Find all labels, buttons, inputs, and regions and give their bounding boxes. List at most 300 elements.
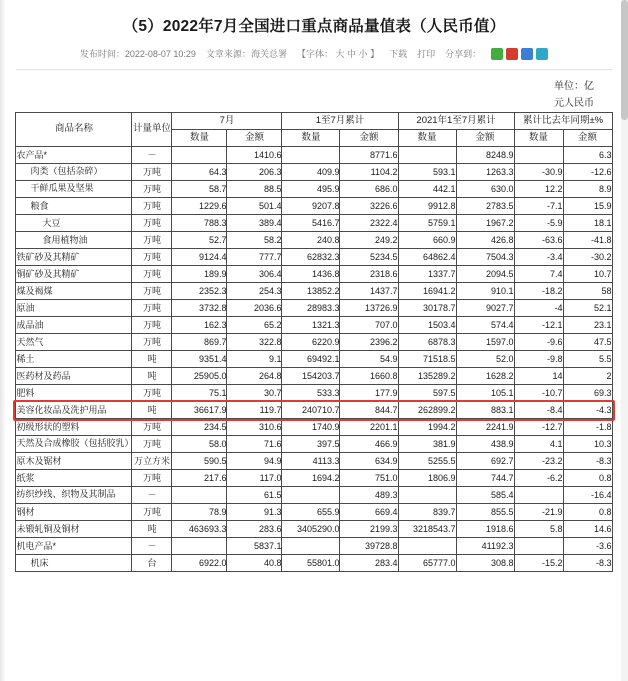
cell-commodity-name: 肉类（包括杂碎） bbox=[16, 164, 132, 181]
table-body bbox=[16, 147, 612, 572]
print-link[interactable]: 打印 bbox=[417, 49, 436, 59]
publish-time: 发布时间：2022-08-07 10:29 bbox=[79, 49, 196, 59]
cell-value: 4113.3 bbox=[282, 453, 340, 470]
cell-value: 501.4 bbox=[227, 198, 282, 215]
cell-value: 9207.8 bbox=[282, 198, 340, 215]
cell-unit: 万吨 bbox=[132, 436, 172, 453]
cell-value: 1337.7 bbox=[398, 266, 456, 283]
table-row bbox=[16, 232, 612, 249]
cell-value: 426.8 bbox=[456, 232, 514, 249]
source: 文章来源：海关总署 bbox=[205, 49, 287, 59]
page-title: （5）2022年7月全国进口重点商品量值表（人民币值） bbox=[122, 18, 506, 35]
cell-value: 91.3 bbox=[227, 504, 282, 521]
cell-value: 2241.9 bbox=[456, 419, 514, 436]
qq-icon[interactable] bbox=[521, 48, 533, 60]
cell-value: 2201.1 bbox=[340, 419, 398, 436]
cell-value: 692.7 bbox=[456, 453, 514, 470]
cell-value: 69492.1 bbox=[282, 351, 340, 368]
cell-value: 2396.2 bbox=[340, 334, 398, 351]
cell-value: -10.7 bbox=[514, 385, 563, 402]
cell-value: 1104.2 bbox=[340, 164, 398, 181]
table-row bbox=[16, 164, 612, 181]
th-qty-3: 数量 bbox=[398, 130, 456, 147]
cell-value: 206.3 bbox=[227, 164, 282, 181]
cell-unit: 吨 bbox=[132, 521, 172, 538]
th-unit: 计量单位 bbox=[132, 113, 172, 147]
cell-value: 2322.4 bbox=[340, 215, 398, 232]
cell-value: 262899.2 bbox=[398, 402, 456, 419]
cell-value: 2094.5 bbox=[456, 266, 514, 283]
cell-value: 9351.4 bbox=[172, 351, 227, 368]
font-small-button[interactable]: 小 bbox=[358, 49, 368, 59]
cell-commodity-name: 初级形状的塑料 bbox=[16, 419, 132, 436]
table-row bbox=[16, 334, 612, 351]
cell-commodity-name: 纸浆 bbox=[16, 470, 132, 487]
cell-value: 75.1 bbox=[172, 385, 227, 402]
cell-value: 389.4 bbox=[227, 215, 282, 232]
cell-value: 6878.3 bbox=[398, 334, 456, 351]
cell-commodity-name: 农产品* bbox=[16, 147, 132, 164]
cell-value: -1.8 bbox=[563, 419, 612, 436]
cell-value: 3732.8 bbox=[172, 300, 227, 317]
table-row bbox=[16, 147, 612, 164]
th-group-yoy: 累计比去年同期±% bbox=[514, 113, 612, 130]
cell-value: 40.8 bbox=[227, 555, 282, 572]
cell-value: -18.2 bbox=[514, 283, 563, 300]
font-medium-button[interactable]: 中 bbox=[347, 49, 357, 59]
cell-value: 839.7 bbox=[398, 504, 456, 521]
cell-value: 154203.7 bbox=[282, 368, 340, 385]
cell-commodity-name: 粮食 bbox=[16, 198, 132, 215]
cell-unit: － bbox=[132, 487, 172, 504]
cell-value: 61.5 bbox=[227, 487, 282, 504]
cell-value: 630.0 bbox=[456, 181, 514, 198]
cell-value: 54.9 bbox=[340, 351, 398, 368]
cell-value: 105.1 bbox=[456, 385, 514, 402]
cell-value: -3.4 bbox=[514, 249, 563, 266]
cell-value: 13852.2 bbox=[282, 283, 340, 300]
cell-value bbox=[398, 147, 456, 164]
cell-value: 869.7 bbox=[172, 334, 227, 351]
cell-unit: 万吨 bbox=[132, 334, 172, 351]
cell-value bbox=[172, 147, 227, 164]
th-amt-4: 金额 bbox=[563, 130, 612, 147]
cell-unit: 万吨 bbox=[132, 249, 172, 266]
cell-unit: 万吨 bbox=[132, 232, 172, 249]
cell-unit: 万吨 bbox=[132, 470, 172, 487]
import-commodity-table bbox=[15, 112, 612, 572]
table-row bbox=[16, 215, 612, 232]
cell-value: -8.4 bbox=[514, 402, 563, 419]
cell-value: 28983.3 bbox=[282, 300, 340, 317]
cell-value: -6.2 bbox=[514, 470, 563, 487]
cell-value: 6.3 bbox=[563, 147, 612, 164]
table-row bbox=[16, 555, 612, 572]
cell-value: -23.2 bbox=[514, 453, 563, 470]
cell-value bbox=[398, 538, 456, 555]
cell-value: -15.2 bbox=[514, 555, 563, 572]
table-row bbox=[16, 368, 612, 385]
cell-value: 1660.8 bbox=[340, 368, 398, 385]
table-row bbox=[16, 538, 612, 555]
cell-value: 1410.6 bbox=[227, 147, 282, 164]
cell-value: 249.2 bbox=[340, 232, 398, 249]
cell-value: -4.3 bbox=[563, 402, 612, 419]
table-row bbox=[16, 266, 612, 283]
share-icon-group bbox=[491, 48, 548, 60]
cell-value bbox=[172, 487, 227, 504]
cell-commodity-name: 天然气 bbox=[16, 334, 132, 351]
cell-value: 65777.0 bbox=[398, 555, 456, 572]
table-row bbox=[16, 198, 612, 215]
cell-value: 855.5 bbox=[456, 504, 514, 521]
cell-unit: 万立方米 bbox=[132, 453, 172, 470]
cell-value: 39728.8 bbox=[340, 538, 398, 555]
cell-value: 489.3 bbox=[340, 487, 398, 504]
cell-value: -30.9 bbox=[514, 164, 563, 181]
wechat-icon[interactable] bbox=[491, 48, 503, 60]
cell-value: 283.4 bbox=[340, 555, 398, 572]
cell-value: 58.2 bbox=[227, 232, 282, 249]
download-link[interactable]: 下载 bbox=[389, 49, 408, 59]
cell-value: 9027.7 bbox=[456, 300, 514, 317]
table-row bbox=[16, 300, 612, 317]
cell-value: 264.8 bbox=[227, 368, 282, 385]
table-row bbox=[16, 470, 612, 487]
cell-unit: 吨 bbox=[132, 351, 172, 368]
cell-commodity-name: 大豆 bbox=[16, 215, 132, 232]
cell-value: 495.9 bbox=[282, 181, 340, 198]
cell-value: 574.4 bbox=[456, 317, 514, 334]
cell-commodity-name: 铁矿砂及其精矿 bbox=[16, 249, 132, 266]
unit-label-2: 元人民币 bbox=[554, 98, 594, 109]
cell-value bbox=[398, 487, 456, 504]
cell-value: 71.6 bbox=[227, 436, 282, 453]
cell-value: 669.4 bbox=[340, 504, 398, 521]
cell-commodity-name: 天然及合成橡胶（包括胶乳） bbox=[16, 436, 132, 453]
cell-value: -7.1 bbox=[514, 198, 563, 215]
cell-value: 5759.1 bbox=[398, 215, 456, 232]
cell-commodity-name: 稀土 bbox=[16, 351, 132, 368]
table-row bbox=[16, 402, 612, 419]
table-row bbox=[16, 436, 612, 453]
cell-value: -4 bbox=[514, 300, 563, 317]
cell-value: 409.9 bbox=[282, 164, 340, 181]
th-amt-3: 金额 bbox=[456, 130, 514, 147]
cell-value: 2 bbox=[563, 368, 612, 385]
cell-value: 52.1 bbox=[563, 300, 612, 317]
cell-value: 8.9 bbox=[563, 181, 612, 198]
cell-value: 189.9 bbox=[172, 266, 227, 283]
cell-value: 744.7 bbox=[456, 470, 514, 487]
cell-value: 844.7 bbox=[340, 402, 398, 419]
cell-value: 777.7 bbox=[227, 249, 282, 266]
cell-value: 5.5 bbox=[563, 351, 612, 368]
cell-value: 13726.9 bbox=[340, 300, 398, 317]
cell-value: -8.3 bbox=[563, 453, 612, 470]
cell-unit: 万吨 bbox=[132, 317, 172, 334]
cell-value: 910.1 bbox=[456, 283, 514, 300]
cell-value: 310.6 bbox=[227, 419, 282, 436]
cell-value: 30178.7 bbox=[398, 300, 456, 317]
cell-value: 397.5 bbox=[282, 436, 340, 453]
cell-commodity-name: 食用植物油 bbox=[16, 232, 132, 249]
cell-unit: 万吨 bbox=[132, 419, 172, 436]
cell-value: 466.9 bbox=[340, 436, 398, 453]
cell-value: 240710.7 bbox=[282, 402, 340, 419]
table-row bbox=[16, 385, 612, 402]
cell-value: 634.9 bbox=[340, 453, 398, 470]
cell-value: 590.5 bbox=[172, 453, 227, 470]
cell-commodity-name: 机床 bbox=[16, 555, 132, 572]
cell-value: 47.5 bbox=[563, 334, 612, 351]
more-icon[interactable] bbox=[536, 48, 548, 60]
cell-value: 322.8 bbox=[227, 334, 282, 351]
cell-commodity-name: 机电产品* bbox=[16, 538, 132, 555]
page-scrollbar[interactable] bbox=[621, 0, 628, 681]
cell-value: 1597.0 bbox=[456, 334, 514, 351]
cell-value: 3226.6 bbox=[340, 198, 398, 215]
cell-value: 18.1 bbox=[563, 215, 612, 232]
cell-unit: 万吨 bbox=[132, 164, 172, 181]
cell-commodity-name: 未锻轧铜及铜材 bbox=[16, 521, 132, 538]
cell-commodity-name: 纺织纱线、织物及其制品 bbox=[16, 487, 132, 504]
cell-value: 15.9 bbox=[563, 198, 612, 215]
cell-value: 64862.4 bbox=[398, 249, 456, 266]
cell-unit: 万吨 bbox=[132, 300, 172, 317]
cell-value: 7504.3 bbox=[456, 249, 514, 266]
cell-value bbox=[514, 487, 563, 504]
cell-unit: 万吨 bbox=[132, 198, 172, 215]
th-qty-2: 数量 bbox=[282, 130, 340, 147]
th-group-ytd: 1至7月累计 bbox=[282, 113, 398, 130]
cell-value: 1229.6 bbox=[172, 198, 227, 215]
cell-commodity-name: 铜矿砂及其精矿 bbox=[16, 266, 132, 283]
cell-value: 65.2 bbox=[227, 317, 282, 334]
cell-value: -21.9 bbox=[514, 504, 563, 521]
cell-commodity-name: 肥料 bbox=[16, 385, 132, 402]
cell-commodity-name: 煤及褐煤 bbox=[16, 283, 132, 300]
table-row bbox=[16, 181, 612, 198]
cell-value: 88.5 bbox=[227, 181, 282, 198]
cell-value: 240.8 bbox=[282, 232, 340, 249]
cell-unit: 万吨 bbox=[132, 215, 172, 232]
cell-value: 308.8 bbox=[456, 555, 514, 572]
cell-value: 660.9 bbox=[398, 232, 456, 249]
cell-unit: 万吨 bbox=[132, 504, 172, 521]
cell-value: 1321.3 bbox=[282, 317, 340, 334]
cell-value: 1967.2 bbox=[456, 215, 514, 232]
table-row bbox=[16, 351, 612, 368]
cell-value: 78.9 bbox=[172, 504, 227, 521]
cell-value: 36617.9 bbox=[172, 402, 227, 419]
cell-value: -63.6 bbox=[514, 232, 563, 249]
cell-value: -12.7 bbox=[514, 419, 563, 436]
cell-value: 94.9 bbox=[227, 453, 282, 470]
document-meta bbox=[0, 47, 628, 60]
cell-value bbox=[282, 487, 340, 504]
cell-value: -12.1 bbox=[514, 317, 563, 334]
cell-value: 5234.5 bbox=[340, 249, 398, 266]
cell-unit: － bbox=[132, 538, 172, 555]
cell-value: 52.0 bbox=[456, 351, 514, 368]
cell-value: -5.9 bbox=[514, 215, 563, 232]
cell-value: 5.8 bbox=[514, 521, 563, 538]
cell-value: 442.1 bbox=[398, 181, 456, 198]
cell-value: 585.4 bbox=[456, 487, 514, 504]
cell-value: 12.2 bbox=[514, 181, 563, 198]
cell-value: 1628.2 bbox=[456, 368, 514, 385]
cell-value: 52.7 bbox=[172, 232, 227, 249]
cell-value: 5837.1 bbox=[227, 538, 282, 555]
cell-value: 283.6 bbox=[227, 521, 282, 538]
cell-value: 135289.2 bbox=[398, 368, 456, 385]
cell-value: 14 bbox=[514, 368, 563, 385]
cell-value: 64.3 bbox=[172, 164, 227, 181]
cell-value: 5255.5 bbox=[398, 453, 456, 470]
cell-value: -3.6 bbox=[563, 538, 612, 555]
cell-commodity-name: 钢材 bbox=[16, 504, 132, 521]
cell-value: 2199.3 bbox=[340, 521, 398, 538]
cell-value: 58.7 bbox=[172, 181, 227, 198]
cell-value: 883.1 bbox=[456, 402, 514, 419]
left-edge-shadow bbox=[0, 0, 6, 681]
table-row bbox=[16, 487, 612, 504]
cell-value bbox=[514, 147, 563, 164]
cell-value: 117.0 bbox=[227, 470, 282, 487]
table-head bbox=[16, 113, 612, 147]
table-row bbox=[16, 283, 612, 300]
cell-value: -9.6 bbox=[514, 334, 563, 351]
cell-value: 597.5 bbox=[398, 385, 456, 402]
cell-value: -8.3 bbox=[563, 555, 612, 572]
font-large-button[interactable]: 大 bbox=[335, 49, 345, 59]
cell-value: -41.8 bbox=[563, 232, 612, 249]
cell-value: 533.3 bbox=[282, 385, 340, 402]
share-label: 分享到： bbox=[445, 49, 482, 59]
cell-value: 1740.9 bbox=[282, 419, 340, 436]
th-qty-4: 数量 bbox=[514, 130, 563, 147]
cell-value: 2783.5 bbox=[456, 198, 514, 215]
cell-value: 254.3 bbox=[227, 283, 282, 300]
table-row bbox=[16, 419, 612, 436]
cell-value: 71518.5 bbox=[398, 351, 456, 368]
cell-value: 9912.8 bbox=[398, 198, 456, 215]
cell-value: 5416.7 bbox=[282, 215, 340, 232]
cell-value: -30.2 bbox=[563, 249, 612, 266]
cell-unit: 台 bbox=[132, 555, 172, 572]
cell-value: 69.3 bbox=[563, 385, 612, 402]
cell-commodity-name: 医药材及药品 bbox=[16, 368, 132, 385]
cell-value: 463693.3 bbox=[172, 521, 227, 538]
unit-label-1: 单位：亿 bbox=[554, 81, 594, 92]
cell-value: 41192.3 bbox=[456, 538, 514, 555]
cell-value bbox=[282, 538, 340, 555]
cell-value: 9.1 bbox=[227, 351, 282, 368]
cell-value: 177.9 bbox=[340, 385, 398, 402]
cell-value: 8248.9 bbox=[456, 147, 514, 164]
th-commodity-name: 商品名称 bbox=[16, 113, 132, 147]
cell-value: 0.8 bbox=[563, 504, 612, 521]
cell-value: 162.3 bbox=[172, 317, 227, 334]
cell-value: 8771.6 bbox=[340, 147, 398, 164]
cell-value: 62832.3 bbox=[282, 249, 340, 266]
th-amt-1: 金额 bbox=[227, 130, 282, 147]
cell-value: 55801.0 bbox=[282, 555, 340, 572]
cell-value bbox=[514, 538, 563, 555]
cell-value: 593.1 bbox=[398, 164, 456, 181]
cell-value: 14.6 bbox=[563, 521, 612, 538]
cell-value: 3218543.7 bbox=[398, 521, 456, 538]
cell-value: 1436.8 bbox=[282, 266, 340, 283]
cell-value: 686.0 bbox=[340, 181, 398, 198]
cell-value: 1806.9 bbox=[398, 470, 456, 487]
font-size-control: 【字体： 大 中 小 】 bbox=[296, 49, 380, 59]
cell-value: 6220.9 bbox=[282, 334, 340, 351]
cell-unit: 万吨 bbox=[132, 283, 172, 300]
table-row bbox=[16, 504, 612, 521]
cell-value: 30.7 bbox=[227, 385, 282, 402]
cell-value: -9.8 bbox=[514, 351, 563, 368]
cell-value: 1994.2 bbox=[398, 419, 456, 436]
cell-value: 10.7 bbox=[563, 266, 612, 283]
cell-value: 2318.6 bbox=[340, 266, 398, 283]
cell-value bbox=[172, 538, 227, 555]
cell-value: 25905.0 bbox=[172, 368, 227, 385]
cell-value: 58.0 bbox=[172, 436, 227, 453]
th-group-prev-ytd: 2021年1至7月累计 bbox=[398, 113, 514, 130]
cell-unit: 吨 bbox=[132, 368, 172, 385]
table-row bbox=[16, 521, 612, 538]
cell-value: 1694.2 bbox=[282, 470, 340, 487]
cell-unit: 万吨 bbox=[132, 385, 172, 402]
scrollbar-thumb[interactable] bbox=[621, 0, 628, 120]
cell-value: 1503.4 bbox=[398, 317, 456, 334]
cell-unit: 吨 bbox=[132, 402, 172, 419]
table-row bbox=[16, 317, 612, 334]
weibo-icon[interactable] bbox=[506, 48, 518, 60]
cell-value: 1918.6 bbox=[456, 521, 514, 538]
cell-value bbox=[282, 147, 340, 164]
cell-value: 6922.0 bbox=[172, 555, 227, 572]
cell-value: 381.9 bbox=[398, 436, 456, 453]
cell-value: 10.3 bbox=[563, 436, 612, 453]
cell-unit: 万吨 bbox=[132, 266, 172, 283]
cell-value: 2352.3 bbox=[172, 283, 227, 300]
cell-value: 788.3 bbox=[172, 215, 227, 232]
cell-value: 655.9 bbox=[282, 504, 340, 521]
cell-value: 751.0 bbox=[340, 470, 398, 487]
cell-commodity-name: 原木及锯材 bbox=[16, 453, 132, 470]
cell-value: -12.6 bbox=[563, 164, 612, 181]
cell-commodity-name: 干鲜瓜果及坚果 bbox=[16, 181, 132, 198]
cell-value: 2036.6 bbox=[227, 300, 282, 317]
cell-value: 119.7 bbox=[227, 402, 282, 419]
cell-unit: － bbox=[132, 147, 172, 164]
th-group-month: 7月 bbox=[172, 113, 282, 130]
cell-value: 217.6 bbox=[172, 470, 227, 487]
cell-value: 438.9 bbox=[456, 436, 514, 453]
table-header-row-1 bbox=[16, 113, 612, 130]
cell-value: 16941.2 bbox=[398, 283, 456, 300]
cell-value: 7.4 bbox=[514, 266, 563, 283]
cell-value: 23.1 bbox=[563, 317, 612, 334]
cell-value: 0.8 bbox=[563, 470, 612, 487]
th-amt-2: 金额 bbox=[340, 130, 398, 147]
cell-value: -16.4 bbox=[563, 487, 612, 504]
cell-commodity-name: 成品油 bbox=[16, 317, 132, 334]
cell-value: 1437.7 bbox=[340, 283, 398, 300]
